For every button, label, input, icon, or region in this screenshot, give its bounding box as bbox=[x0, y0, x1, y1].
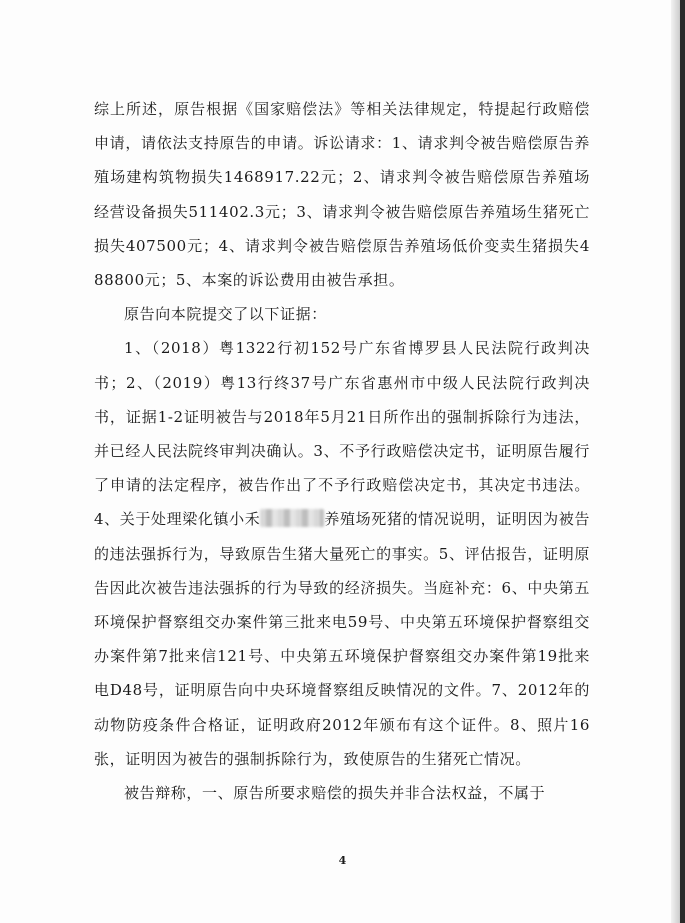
paragraph-summary bbox=[94, 92, 590, 297]
paragraph-text: 养殖场死猪的情况说明，证明因为被告的违法强拆行为，导致原告生猪大量死亡的事实。5、评估报告，证明原告因此次被告违法强拆的行为导致的经济损失。当庭补充：6、中央第五环境保护督察组交办案件第三批来电59号、中央第五环境保护督察组交办案件第7批来信121号、中央第五环境保护督察组交办案件第19批来电D48号，证明原告向中央环境督察组反映情况的文件。7、2012年的动物防疫条件合格证，证明政府2012年颁布有这个证件。8、照片16张，证明因为被告的强制拆除行为，致使原告的生猪死亡情况。 bbox=[94, 510, 590, 768]
paragraph-evidence-intro bbox=[94, 297, 590, 331]
document-body bbox=[94, 92, 590, 810]
paragraph-evidence-list bbox=[94, 331, 590, 776]
scan-edge-shadow bbox=[671, 0, 685, 923]
paragraph-text: 综上所述，原告根据《国家赔偿法》等相关法律规定，特提起行政赔偿申请，请依法支持原告的申请。诉讼请求：1、请求判令被告赔偿原告养殖场建构筑物损失1468917.22元；2、请求判令被告赔偿原告养殖场经营设备损失511402.3元；3、请求判令被告赔偿原告养殖场生猪死亡损失407500元；4、请求判令被告赔偿原告养殖场低价变卖生猪损失488800元；5、本案的诉讼费用由被告承担。 bbox=[94, 100, 590, 290]
paragraph-text: 原告向本院提交了以下证据： bbox=[124, 305, 327, 324]
paragraph-text: 1、（2018）粤1322行初152号广东省博罗县人民法院行政判决书；2、（2019）粤13行终37号广东省惠州市中级人民法院行政判决书，证据1-2证明被告与2018年5月21日所作出的强制拆除行为违法，并已经人民法院终审判决确认。3、不予行政赔偿决定书，证明原告履行了申请的法定程序，被告作出了不予行政赔偿决定书，其决定书违法。4、关于处理梁化镇小禾 bbox=[94, 339, 590, 529]
paragraph-defense bbox=[94, 776, 590, 810]
page-number: 4 bbox=[338, 854, 347, 867]
redaction-blur bbox=[260, 509, 324, 527]
paragraph-text: 被告辩称，一、原告所要求赔偿的损失并非合法权益，不属于 bbox=[124, 784, 546, 803]
